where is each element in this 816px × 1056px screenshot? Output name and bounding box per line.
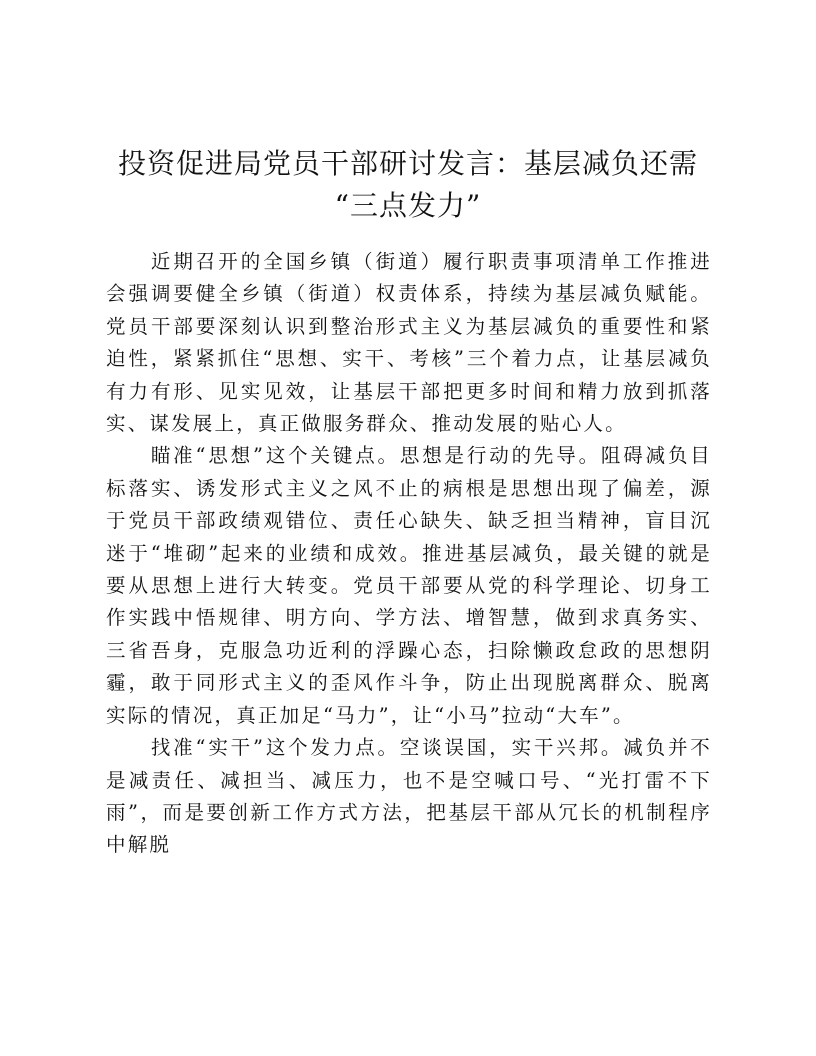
- document-title: [100, 143, 716, 227]
- title-line-2: “三点发力”: [334, 189, 482, 222]
- paragraph-thought: 瞄准“思想”这个关键点。思想是行动的先导。阻碍减负目标落实、诱发形式主义之风不止的病根是思想出现了偏差，源于党员干部政绩观错位、责任心缺失、缺乏担当精神，盲目沉迷于“堆砌”起来的业绩和成效。推进基层减负，最关键的就是要从思想上进行大转变。党员干部要从党的科学理论、切身工作实践中悟规律、明方向、学方法、增智慧，做到求真务实、三省吾身，克服急功近利的浮躁心态，扫除懒政怠政的思想阴霾，敢于同形式主义的歪风作斗争，防止出现脱离群众、脱离实际的情况，真正加足“马力”，让“小马”拉动“大车”。: [106, 444, 712, 727]
- document-body: [106, 246, 712, 862]
- paragraph-action: 找准“实干”这个发力点。空谈误国，实干兴邦。减负并不是减责任、减担当、减压力，也不是空喊口号、“光打雷不下雨”，而是要创新工作方式方法，把基层干部从冗长的机制程序中解脱: [106, 736, 712, 857]
- title-line-1: 投资促进局党员干部研讨发言：基层减负还需: [117, 147, 698, 180]
- paragraph-intro: 近期召开的全国乡镇（街道）履行职责事项清单工作推进会强调要健全乡镇（街道）权责体系，持续为基层减负赋能。党员干部要深刻认识到整治形式主义为基层减负的重要性和紧迫性，紧紧抓住“思想、实干、考核”三个着力点，让基层减负有力有形、见实见效，让基层干部把更多时间和精力放到抓落实、谋发展上，真正做服务群众、推动发展的贴心人。: [106, 250, 712, 436]
